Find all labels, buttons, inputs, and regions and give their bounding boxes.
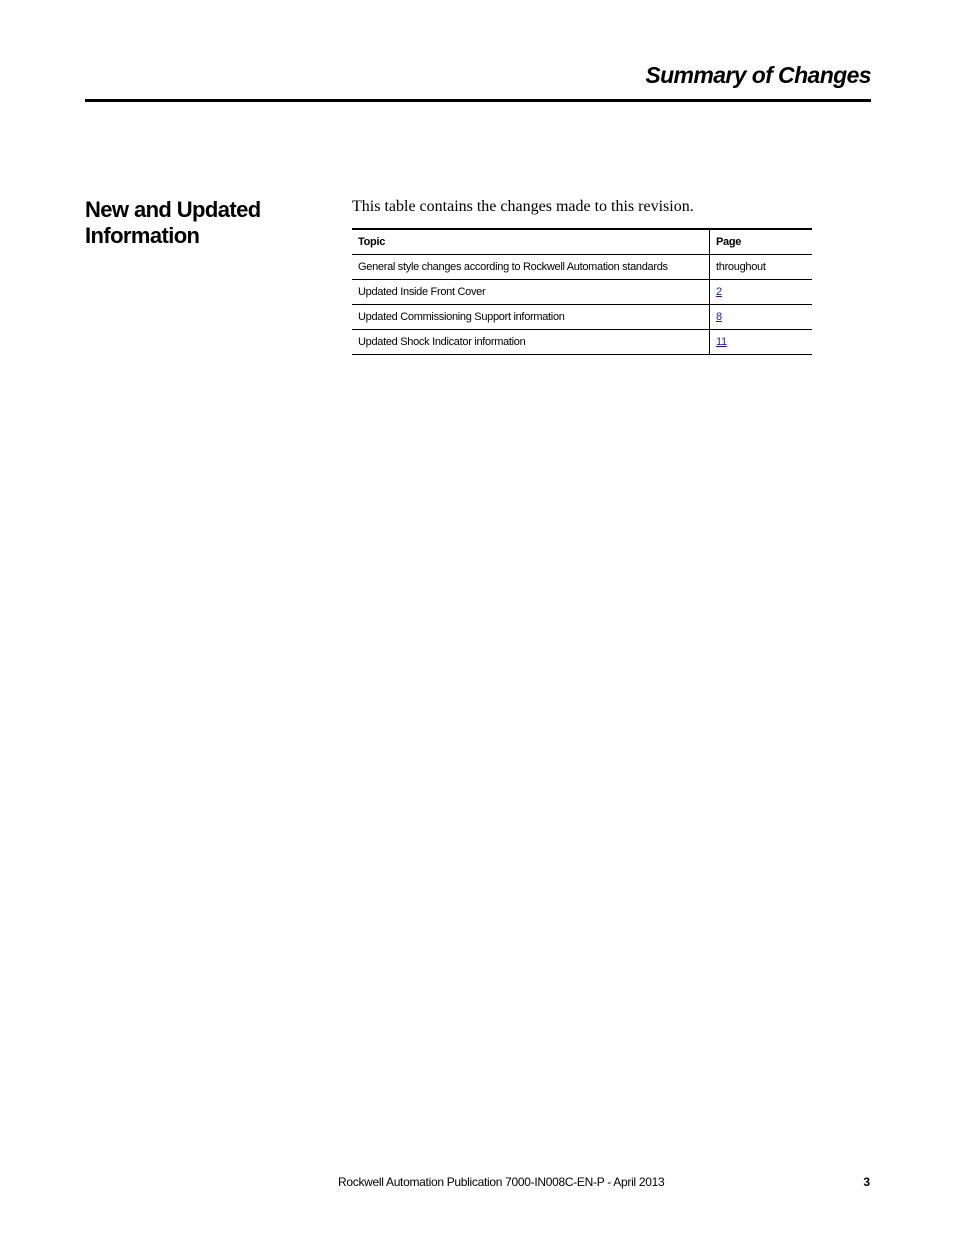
topic-cell: Updated Inside Front Cover: [352, 280, 710, 305]
table-header-row: [352, 229, 812, 255]
page-link[interactable]: 11: [716, 336, 727, 348]
footer-publication: Rockwell Automation Publication 7000-IN008C-EN-P - April 2013: [338, 1175, 665, 1189]
topic-cell: Updated Shock Indicator information: [352, 330, 710, 355]
column-header-topic: Topic: [352, 229, 710, 255]
page-cell: [710, 255, 813, 280]
section-heading: [85, 197, 305, 249]
topic-cell: General style changes according to Rockwell Automation standards: [352, 255, 710, 280]
section-heading-line1: New and Updated: [85, 197, 261, 222]
table-row: [352, 305, 812, 330]
header-rule: [85, 99, 871, 102]
topic-cell: Updated Commissioning Support information: [352, 305, 710, 330]
changes-table: [352, 228, 812, 355]
page-link[interactable]: 8: [716, 311, 722, 323]
page-link[interactable]: 2: [716, 286, 722, 298]
table-row: [352, 255, 812, 280]
page-cell: [710, 280, 813, 305]
footer-page-number: 3: [863, 1175, 870, 1189]
intro-text: This table contains the changes made to this revision.: [352, 198, 694, 215]
page-header-title: Summary of Changes: [645, 62, 871, 88]
page-cell: [710, 305, 813, 330]
page-text: throughout: [716, 261, 766, 273]
page-cell: [710, 330, 813, 355]
section-heading-line2: Information: [85, 223, 200, 248]
table-row: [352, 330, 812, 355]
column-header-page: Page: [710, 229, 813, 255]
table-row: [352, 280, 812, 305]
